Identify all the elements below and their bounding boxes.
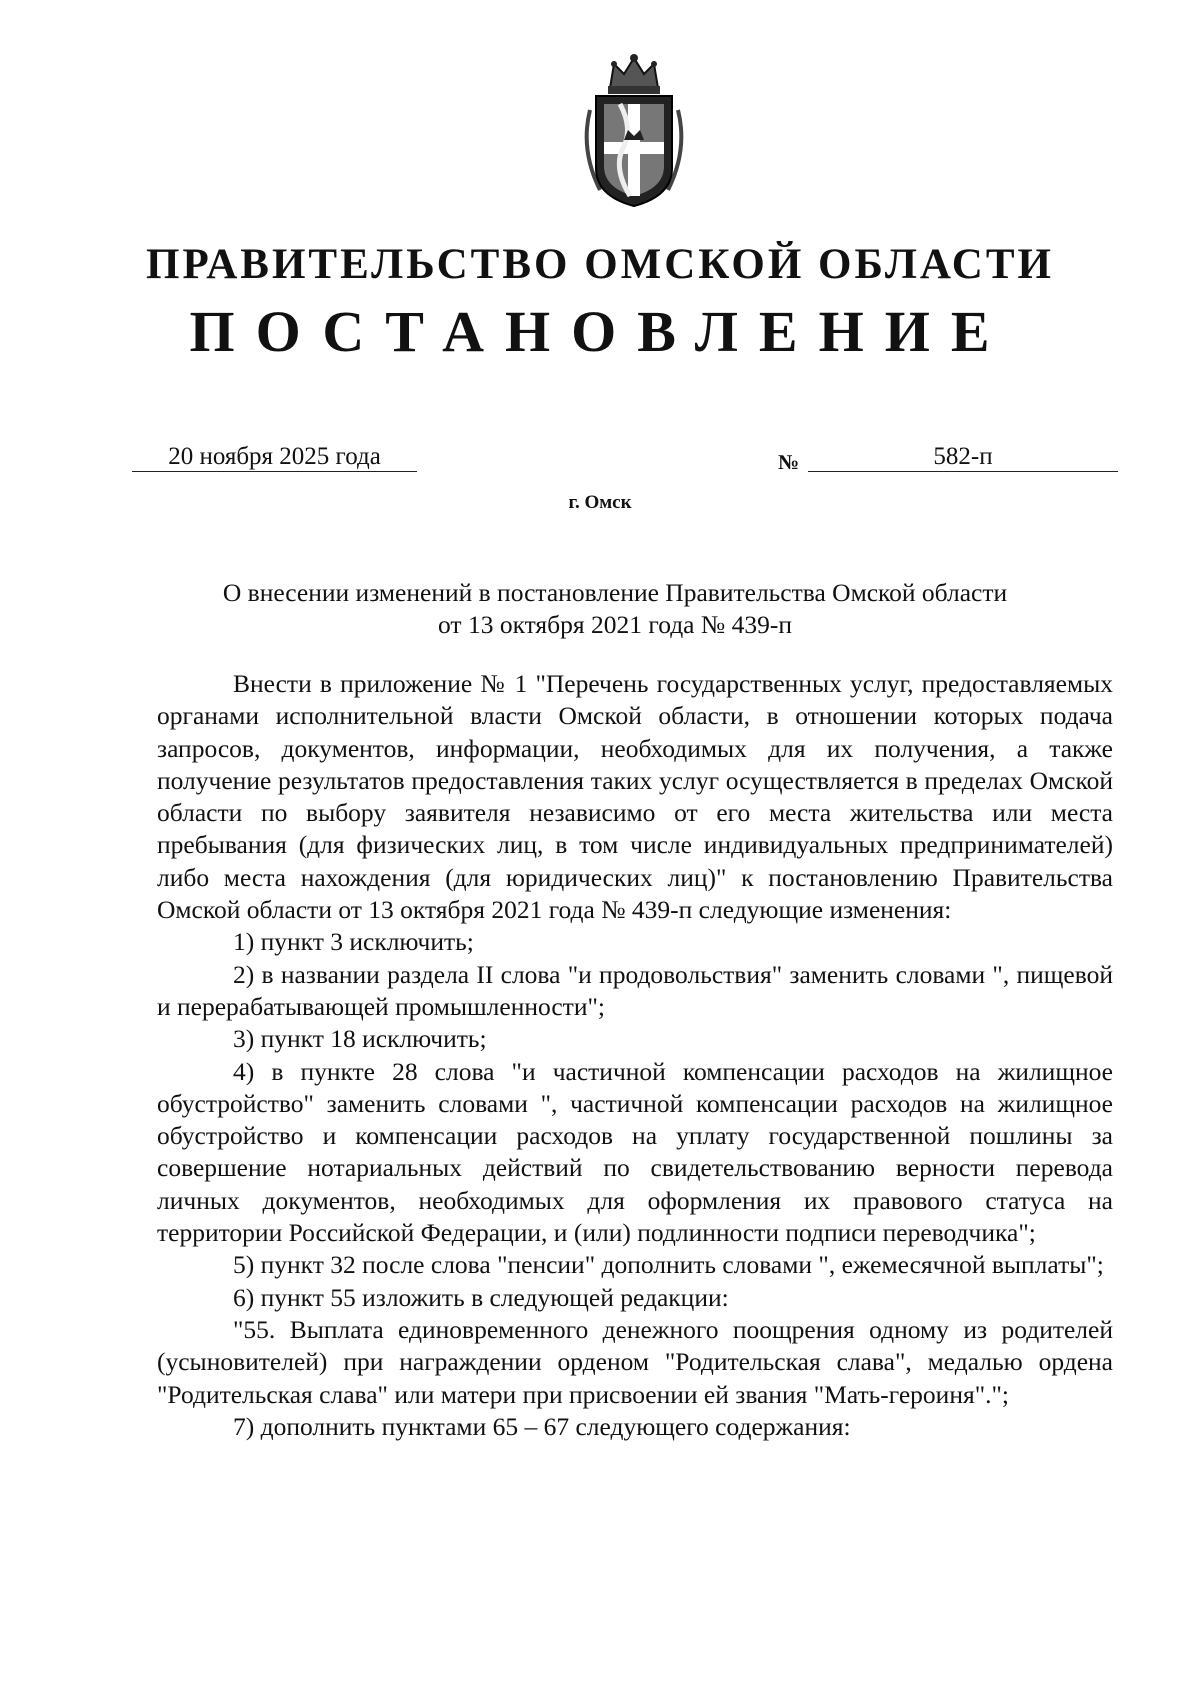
subject-line: О внесении изменений в постановление Правительства Омской области (222, 578, 1008, 607)
document-body (157, 668, 1113, 1443)
body-paragraph: 2) в названии раздела II слова "и продовольствия" заменить словами ", пищевой и перерабатывающей промышленности"; (157, 959, 1113, 1021)
body-paragraph: Внести в приложение № 1 "Перечень государственных услуг, предоставляемых органами исполнительной власти Омской области, в отношении которых подача запросов, документов, информации, необходимых для их получения, а также получение результатов предоставления таких услуг осуществляется в пределах Омской области по выбору заявителя независимо от его места жительства или места пребывания (для физических лиц, в том числе индивидуальных предпринимателей) либо места нахождения (для юридических лиц)" к постановлению Правительства Омской области от 13 октября 2021 года № 439-п следующие изменения: (157, 669, 1113, 925)
document-type: ПОСТАНОВЛЕНИЕ (189, 299, 1011, 364)
body-paragraph: 3) пункт 18 исключить; (233, 1024, 487, 1054)
subject-line: от 13 октября 2021 года № 439-п (438, 610, 792, 639)
body-paragraph: "55. Выплата единовременного денежного поощрения одному из родителей (усыновителей) при награждении орденом "Родительская слава", медалью ордена "Родительская слава" или матери при присвоении ей звания "Мать-героиня"."; (157, 1314, 1113, 1409)
city: г. Омск (568, 492, 632, 513)
body-paragraph: 4) в пункте 28 слова "и частичной компенсации расходов на жилищное обустройство" заменить словами ", частичной компенсации расходов на жилищное обустройство и компенсации расходов на уплату государственной пошлины за совершение нотариальных действий по свидетельствованию верности перевода личных документов, необходимых для оформления их правового статуса на территории Российской Федерации, и (или) подлинности подписи переводчика"; (157, 1056, 1113, 1248)
number-sign: № (778, 450, 800, 474)
body-paragraph: 7) дополнить пунктами 65 – 67 следующего содержания: (233, 1411, 851, 1441)
coat-of-arms-icon (570, 50, 698, 210)
org-title: ПРАВИТЕЛЬСТВО ОМСКОЙ ОБЛАСТИ (146, 241, 1054, 288)
document-number: 582-п (808, 443, 1118, 472)
body-paragraph: 1) пункт 3 исключить; (233, 927, 474, 957)
body-paragraph: 5) пункт 32 после слова "пенсии" дополнить словами ", ежемесячной выплаты"; (233, 1250, 1104, 1280)
body-paragraph: 6) пункт 55 изложить в следующей редакции: (233, 1282, 729, 1312)
document-date: 20 ноября 2025 года (132, 443, 417, 472)
document-subject (150, 577, 1080, 641)
